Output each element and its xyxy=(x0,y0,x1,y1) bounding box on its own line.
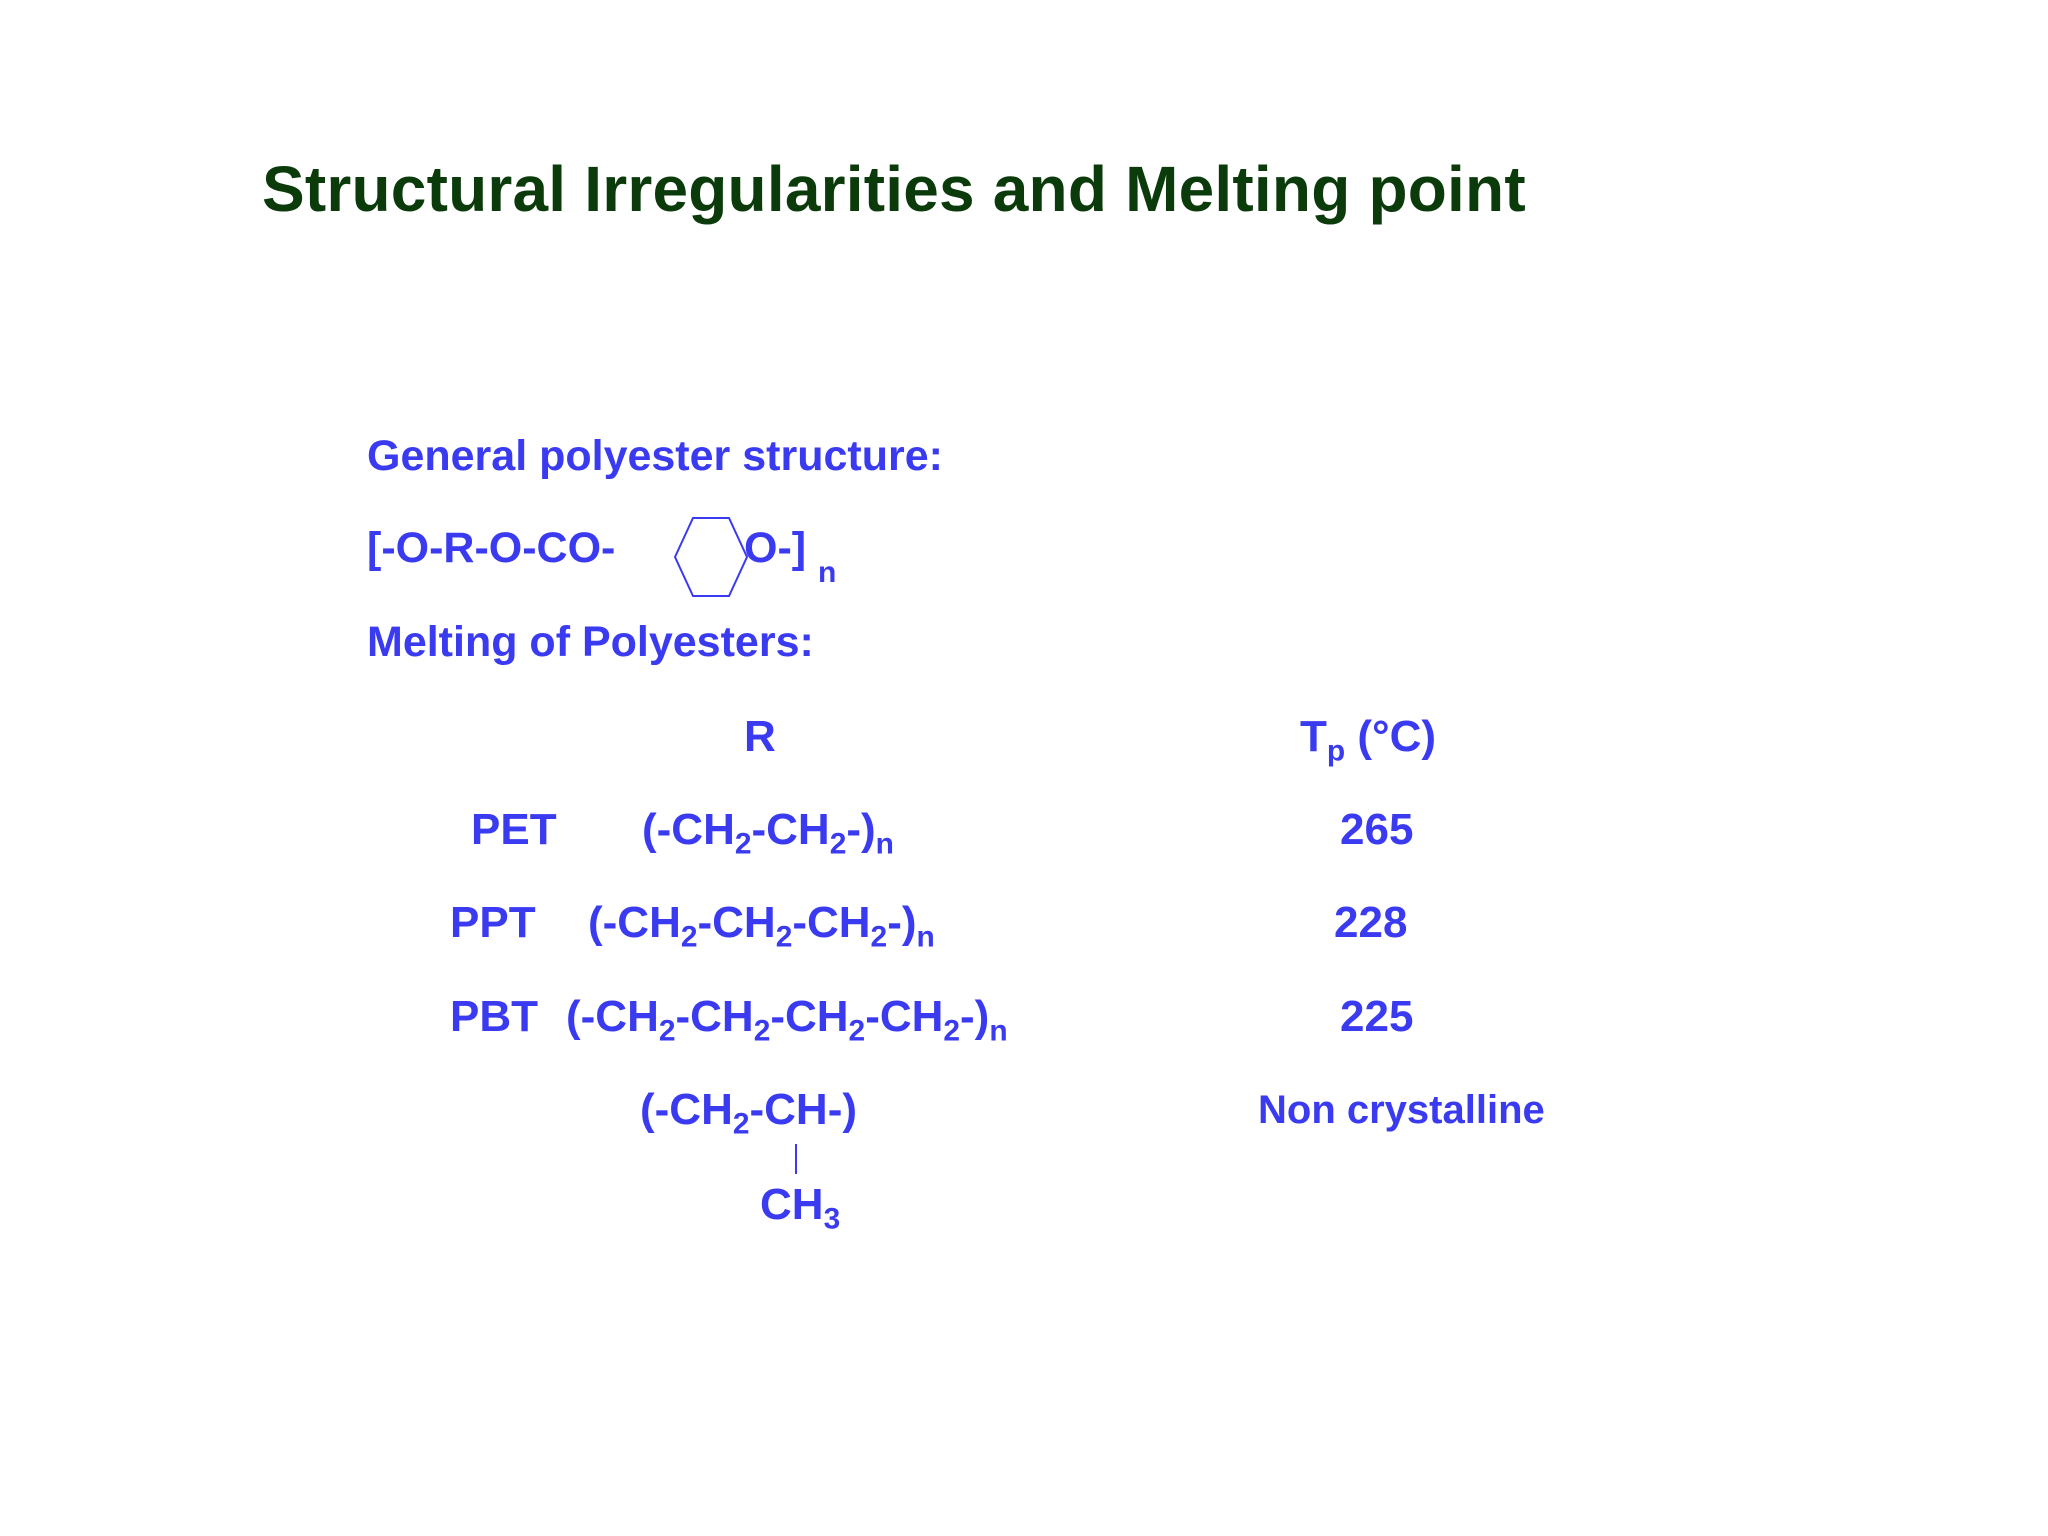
row-value-ppt: 228 xyxy=(1334,898,1408,947)
row-formula-branched: $(-CH_2-CH-)$ xyxy=(640,1085,858,1141)
row-name-pbt: PBT xyxy=(450,992,538,1041)
general-structure-heading: General polyester structure: xyxy=(367,432,943,480)
row-formula-ppt: $(-CH_2-CH_2-CH_2-)_n$ xyxy=(588,898,935,954)
slide-title: Structural Irregularities and Melting point xyxy=(262,153,1526,225)
row-name-ppt: PPT xyxy=(450,898,536,947)
row-value-pet: 265 xyxy=(1340,805,1414,854)
row-value-pbt: 225 xyxy=(1340,992,1414,1041)
row-formula-pbt: $(-CH_2-CH_2-CH_2-CH_2-)_n$ xyxy=(566,992,1008,1048)
formula-subscript: n xyxy=(818,556,837,589)
column-header-r: R xyxy=(744,712,776,761)
column-header-tp: $T_p$ (°C) xyxy=(1300,712,1437,768)
row-name-pet: PET xyxy=(471,805,557,854)
row-formula-pet: $(-CH_2-CH_2-)_n$ xyxy=(642,805,894,861)
cyclohexane-ring-icon xyxy=(673,516,753,598)
branch-bond xyxy=(795,1144,797,1174)
methyl-group: $CH_3$ xyxy=(760,1180,841,1236)
row-value-branched: Non crystalline xyxy=(1258,1088,1545,1132)
formula-right: O-] xyxy=(744,524,807,572)
formula-left: [-O-R-O-CO- xyxy=(367,524,616,572)
melting-heading: Melting of Polyesters: xyxy=(367,618,814,666)
